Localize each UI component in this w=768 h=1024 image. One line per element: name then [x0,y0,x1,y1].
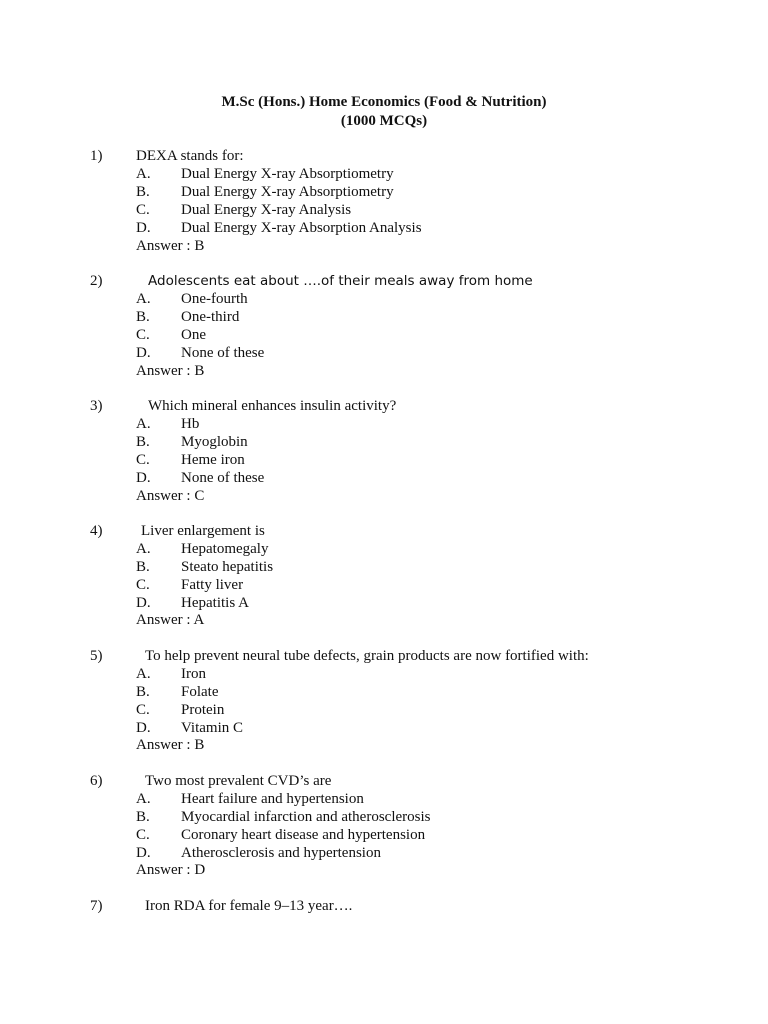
option-letter: A. [136,541,151,557]
question-text: Liver enlargement is [141,523,265,539]
answer-line: Answer : C [136,488,205,504]
option-text: Myoglobin [181,434,248,450]
option-text: Hepatomegaly [181,541,269,557]
option-letter: D. [136,220,151,236]
option-letter: A. [136,791,151,807]
answer-line: Answer : A [136,612,205,628]
option-letter: A. [136,166,151,182]
option-text: Dual Energy X-ray Analysis [181,202,352,218]
question-number: 1) [90,148,103,164]
document-title: M.Sc (Hons.) Home Economics (Food & Nutrition) [221,94,547,110]
option-letter: B. [136,184,150,200]
option-text: Dual Energy X-ray Absorption Analysis [181,220,422,236]
option-letter: C. [136,827,150,843]
option-text: None of these [181,345,265,361]
question-text: Adolescents eat about ….of their meals away from home [148,273,533,289]
option-letter: D. [136,345,151,361]
document-subtitle: (1000 MCQs) [340,113,428,129]
option-text: Hb [181,416,200,432]
question-text: To help prevent neural tube defects, grain products are now fortified with: [145,648,589,664]
option-text: Atherosclerosis and hypertension [181,845,381,861]
option-text: Fatty liver [181,577,244,593]
option-letter: C. [136,202,150,218]
option-letter: A. [136,416,151,432]
option-text: Hepatitis A [181,595,249,611]
option-text: Heme iron [181,452,245,468]
option-letter: D. [136,470,151,486]
option-letter: B. [136,684,150,700]
option-text: Dual Energy X-ray Absorptiometry [181,166,394,182]
question-text: Two most prevalent CVD’s are [145,773,332,789]
option-letter: B. [136,434,150,450]
option-text: One-third [181,309,240,325]
option-letter: B. [136,559,150,575]
option-text: Steato hepatitis [181,559,274,575]
question-number: 3) [90,398,103,414]
option-letter: D. [136,595,151,611]
option-letter: C. [136,577,150,593]
option-letter: D. [136,720,151,736]
option-letter: B. [136,809,150,825]
answer-line: Answer : B [136,737,205,753]
answer-line: Answer : B [136,238,205,254]
answer-line: Answer : D [136,862,206,878]
option-letter: A. [136,666,151,682]
option-letter: D. [136,845,151,861]
option-letter: C. [136,702,150,718]
option-text: Protein [181,702,225,718]
question-number: 4) [90,523,103,539]
option-text: Dual Energy X-ray Absorptiometry [181,184,394,200]
question-number: 2) [90,273,103,289]
option-text: Myocardial infarction and atherosclerosis [181,809,431,825]
question-text: Iron RDA for female 9–13 year…. [145,898,353,914]
option-letter: C. [136,327,150,343]
answer-line: Answer : B [136,363,205,379]
option-text: One-fourth [181,291,248,307]
option-text: One [181,327,206,343]
option-text: Heart failure and hypertension [181,791,364,807]
option-letter: B. [136,309,150,325]
option-text: Iron [181,666,206,682]
question-number: 5) [90,648,103,664]
question-text: Which mineral enhances insulin activity? [148,398,397,414]
option-letter: A. [136,291,151,307]
option-text: Vitamin C [181,720,244,736]
option-text: None of these [181,470,265,486]
question-text: DEXA stands for: [136,148,244,164]
option-text: Folate [181,684,219,700]
question-number: 7) [90,898,103,914]
option-letter: C. [136,452,150,468]
question-number: 6) [90,773,103,789]
option-text: Coronary heart disease and hypertension [181,827,426,843]
